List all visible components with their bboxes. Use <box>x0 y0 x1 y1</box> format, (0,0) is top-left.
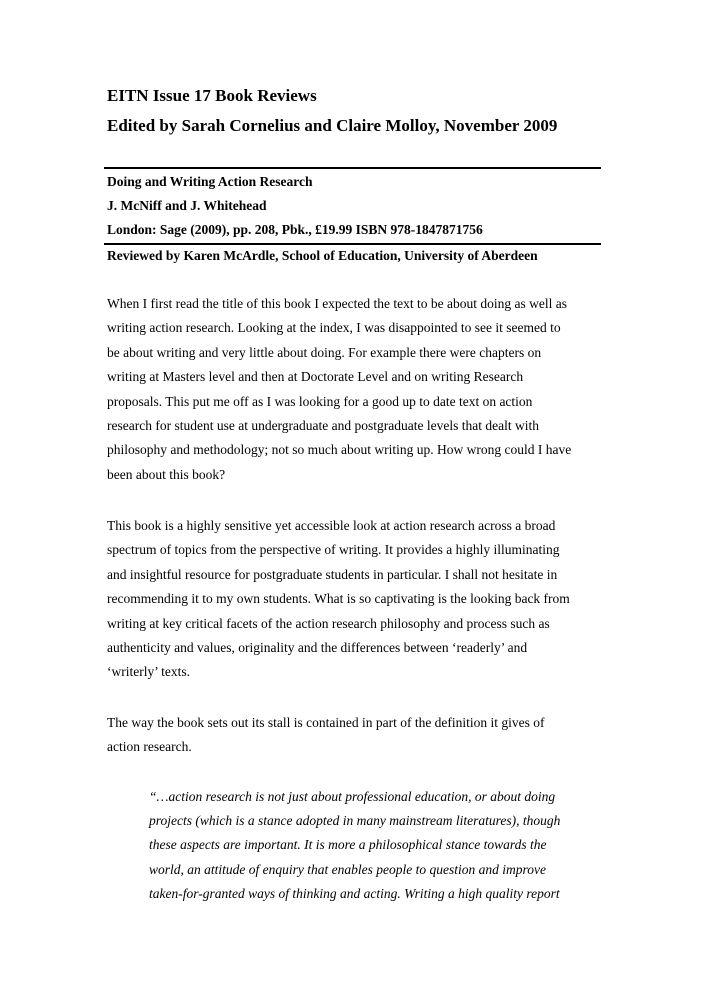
paragraph-line: ‘writerly’ texts. <box>107 664 190 680</box>
quote-line: taken-for-granted ways of thinking and acting. Writing a high quality report <box>149 885 560 901</box>
paragraph-line: been about this book? <box>107 466 226 482</box>
paragraph-line: When I first read the title of this book I expected the text to be about doing as well as <box>107 296 567 311</box>
paragraph-line: proposals. This put me off as I was looking for a good up to date text on action <box>107 393 533 409</box>
newsletter-title: EITN Issue 17 Book Reviews <box>107 86 317 105</box>
bottom-rule <box>104 243 601 245</box>
paragraph-line: The way the book sets out its stall is contained in part of the definition it gives of <box>107 715 545 730</box>
paragraph-line: be about writing and very little about doing. For example there were chapters on <box>107 344 542 360</box>
book-title: Doing and Writing Action Research <box>107 174 313 189</box>
quote-line: world, an attitude of enquiry that enables people to question and improve <box>149 861 546 877</box>
paragraph-line: action research. <box>107 739 192 755</box>
block-quote <box>149 785 560 906</box>
paragraph-2 <box>107 514 570 685</box>
paragraph-line: This book is a highly sensitive yet accessible look at action research across a broad <box>107 518 556 533</box>
quote-line: these aspects are important. It is more a philosophical stance towards the <box>149 837 547 853</box>
book-authors: J. McNiff and J. Whitehead <box>107 198 267 213</box>
quote-line: “…action research is not just about professional education, or about doing <box>149 789 556 804</box>
paragraph-line: recommending it to my own students. What is so captivating is the looking back from <box>107 591 570 607</box>
reviewer-line: Reviewed by Karen McArdle, School of Education, University of Aberdeen <box>107 248 538 263</box>
top-rule <box>104 167 601 169</box>
paragraph-line: philosophy and methodology; not so much about writing up. How wrong could I have <box>107 442 572 458</box>
paragraph-line: writing at key critical facets of the action research philosophy and process such as <box>107 615 550 631</box>
paragraph-3 <box>107 711 545 760</box>
paragraph-line: writing at Masters level and then at Doctorate Level and on writing Research <box>107 369 524 385</box>
publication-details: London: Sage (2009), pp. 208, Pbk., £19.99 ISBN 978-1847871756 <box>107 222 483 237</box>
quote-line: projects (which is a stance adopted in many mainstream literatures), though <box>149 813 561 829</box>
paragraph-line: spectrum of topics from the perspective of writing. It provides a highly illuminating <box>107 542 560 558</box>
paragraph-line: authenticity and values, originality and the differences between ‘readerly’ and <box>107 639 528 655</box>
paragraph-line: research for student use at undergraduate and postgraduate levels that dealt with <box>107 417 539 433</box>
paragraph-line: writing action research. Looking at the index, I was disappointed to see it seemed to <box>107 320 561 336</box>
editors-line: Edited by Sarah Cornelius and Claire Molloy, November 2009 <box>107 116 558 135</box>
paragraph-line: and insightful resource for postgraduate students in particular. I shall not hesitate in <box>107 566 558 582</box>
paragraph-1 <box>107 292 571 487</box>
